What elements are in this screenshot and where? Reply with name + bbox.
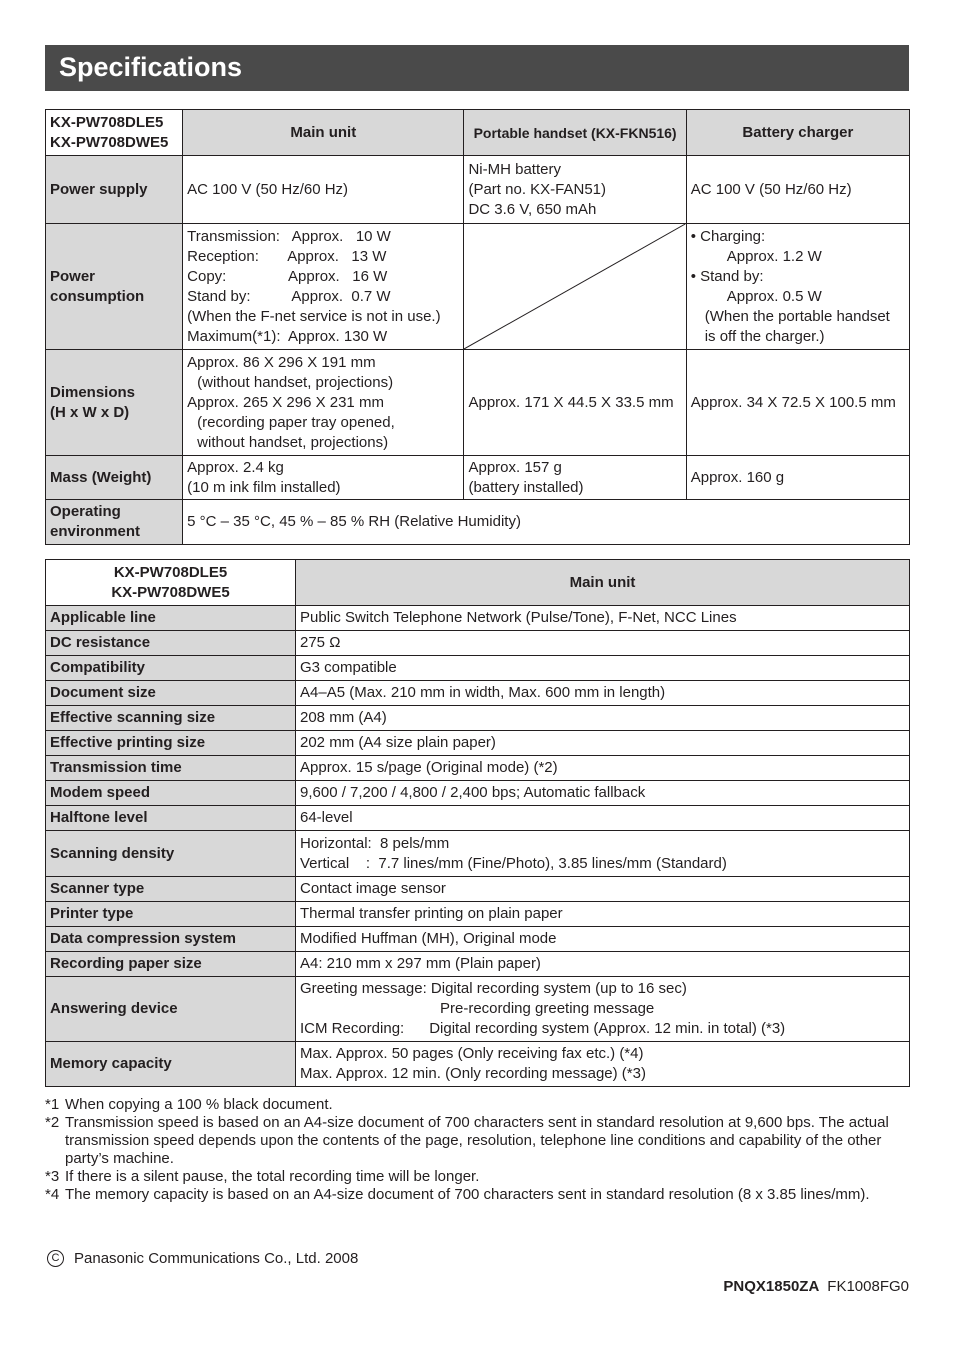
row-value (296, 656, 910, 681)
footnote-text: The memory capacity is based on an A4-size document of 700 characters sent in standard resolution (8 x 3.85 lines/mm). (65, 1186, 870, 1203)
row-value (296, 606, 910, 631)
table-row (46, 902, 910, 927)
model-header: KX-PW708DLE5 KX-PW708DWE5 (46, 560, 296, 606)
footnote (45, 1168, 909, 1186)
footnote-mark: *2 (45, 1114, 60, 1131)
table-row (46, 831, 910, 877)
table-row (46, 706, 910, 731)
value-line: Public Switch Telephone Network (Pulse/Tone), F-Net, NCC Lines (300, 609, 737, 626)
row-label: DC resistance (46, 631, 296, 656)
value-line: 275 Ω (300, 634, 341, 651)
row-value (296, 877, 910, 902)
row-label: Document size (46, 681, 296, 706)
value-line: A4–A5 (Max. 210 mm in width, Max. 600 mm in length) (300, 684, 666, 701)
environment-value: 5 °C – 35 °C, 45 % – 85 % RH (Relative Humidity) (183, 500, 910, 545)
value-line: G3 compatible (300, 659, 397, 676)
table-row (46, 952, 910, 977)
value-line: Max. Approx. 50 pages (Only receiving fax etc.) (*4) (300, 1045, 644, 1062)
charger-cell: Approx. 160 g (686, 456, 909, 500)
charger-cell: Approx. 34 X 72.5 X 100.5 mm (686, 350, 909, 456)
charger-cell: • Charging: Approx. 1.2 W • Stand by: Approx. 0.5 W (When the portable handset is off the charger.) (686, 224, 909, 350)
copyright-text: Panasonic Communications Co., Ltd. 2008 (74, 1250, 359, 1267)
main-unit-cell: Approx. 86 X 296 X 191 mm (without handset, projections) Approx. 265 X 296 X 231 mm (recording paper tray opened, without handset, projections) (183, 350, 464, 456)
handset-cell: Approx. 171 X 44.5 X 33.5 mm (464, 350, 686, 456)
specs-table-2 (45, 559, 910, 1087)
handset-header: Portable handset (KX-FKN516) (464, 110, 686, 156)
value-line: Vertical : 7.7 lines/mm (Fine/Photo), 3.85 lines/mm (Standard) (300, 854, 727, 872)
footnote-mark: *1 (45, 1096, 60, 1113)
table1-header-row (46, 110, 910, 156)
row-label: Dimensions (H x W x D) (46, 350, 183, 456)
value-line: ICM Recording: Digital recording system (Approx. 12 min. in total) (*3) (300, 1020, 786, 1037)
row-label: Data compression system (46, 927, 296, 952)
value-line: Horizontal: 8 pels/mm (300, 834, 450, 852)
footnote-text: If there is a silent pause, the total recording time will be longer. (65, 1168, 480, 1185)
row-value (296, 806, 910, 831)
value-line: 202 mm (A4 size plain paper) (300, 734, 496, 751)
value-line: Modified Huffman (MH), Original mode (300, 930, 557, 947)
table-row (46, 731, 910, 756)
table-row (46, 681, 910, 706)
charger-header: Battery charger (686, 110, 909, 156)
table-row (46, 756, 910, 781)
row-label: Compatibility (46, 656, 296, 681)
row-label: Printer type (46, 902, 296, 927)
table-row (46, 606, 910, 631)
value-line: 9,600 / 7,200 / 4,800 / 2,400 bps; Automatic fallback (300, 784, 646, 801)
row-label: Mass (Weight) (46, 456, 183, 500)
table-row (46, 877, 910, 902)
row-value (296, 1042, 910, 1087)
row-label: Answering device (46, 977, 296, 1042)
value-line: A4: 210 mm x 297 mm (Plain paper) (300, 955, 541, 972)
table-row (46, 656, 910, 681)
row-label: Power supply (46, 156, 183, 224)
table-row (46, 977, 910, 1042)
table-row (46, 1042, 910, 1087)
value-line: 208 mm (A4) (300, 709, 387, 726)
value-line: Approx. 15 s/page (Original mode) (*2) (300, 759, 558, 776)
title-bar (45, 45, 909, 91)
model-header: KX-PW708DLE5 KX-PW708DWE5 (46, 110, 183, 156)
row-label: Recording paper size (46, 952, 296, 977)
row-label: Modem speed (46, 781, 296, 806)
table2-header-row (46, 560, 910, 606)
row-label: Effective scanning size (46, 706, 296, 731)
value-line: Greeting message: Digital recording system (up to 16 sec) (300, 980, 687, 997)
row-power-supply (46, 156, 910, 224)
row-mass (46, 456, 910, 500)
row-value (296, 706, 910, 731)
row-value (296, 977, 910, 1042)
row-label: Operating environment (46, 500, 183, 545)
row-label: Effective printing size (46, 731, 296, 756)
value-line: Max. Approx. 12 min. (Only recording message) (*3) (300, 1065, 646, 1082)
row-label: Scanning density (46, 831, 296, 877)
footnote-text: Transmission speed is based on an A4-size document of 700 characters sent in standard resolution at 9,600 bps. The actual transmission speed depends upon the contents of the page, resolution, telephone line conditions and capability of the other party’s machine. (65, 1114, 889, 1167)
row-value (296, 631, 910, 656)
footnote-mark: *3 (45, 1168, 60, 1185)
row-operating-environment (46, 500, 910, 545)
row-label: Memory capacity (46, 1042, 296, 1087)
diagonal-strike-line (464, 224, 685, 349)
row-power-consumption (46, 224, 910, 350)
document-code-bold: PNQX1850ZA (723, 1278, 820, 1295)
handset-cell: Ni-MH battery (Part no. KX-FAN51) DC 3.6 V, 650 mAh (464, 156, 686, 224)
table-row (46, 806, 910, 831)
main-unit-cell: AC 100 V (50 Hz/60 Hz) (183, 156, 464, 224)
row-value (296, 756, 910, 781)
handset-cell: Approx. 157 g (battery installed) (464, 456, 686, 500)
value-line: Contact image sensor (300, 880, 446, 897)
row-label: Applicable line (46, 606, 296, 631)
row-dimensions (46, 350, 910, 456)
table-row (46, 781, 910, 806)
footnote-mark: *4 (45, 1186, 60, 1203)
row-value (296, 781, 910, 806)
copyright-icon: C (47, 1250, 64, 1267)
page-title: Specifications (59, 52, 243, 82)
main-unit-cell: Transmission: Approx. 10 W Reception: Approx. 13 W Copy: Approx. 16 W Stand by: Approx. 0.7 W (When the F-net service is not in use.) Maximum(*1): Approx. 130 W (183, 224, 464, 350)
document-code (723, 1278, 909, 1295)
row-value (296, 927, 910, 952)
row-value (296, 681, 910, 706)
value-line: 64-level (300, 809, 353, 826)
specs-table-1 (45, 109, 910, 545)
table-row (46, 927, 910, 952)
value-line: Thermal transfer printing on plain paper (300, 905, 563, 922)
footnote (45, 1096, 909, 1114)
table-row (46, 631, 910, 656)
main-unit-header: Main unit (296, 560, 910, 606)
row-value (296, 831, 910, 877)
charger-cell: AC 100 V (50 Hz/60 Hz) (686, 156, 909, 224)
row-label: Power consumption (46, 224, 183, 350)
row-value (296, 952, 910, 977)
value-line: Pre-recording greeting message (440, 1000, 655, 1017)
row-value (296, 731, 910, 756)
footnote (45, 1114, 909, 1168)
document-code-normal: FK1008FG0 (827, 1278, 909, 1295)
row-label: Scanner type (46, 877, 296, 902)
main-unit-header: Main unit (183, 110, 464, 156)
footnote (45, 1186, 909, 1204)
row-label: Transmission time (46, 756, 296, 781)
row-value (296, 902, 910, 927)
footnote-text: When copying a 100 % black document. (65, 1096, 333, 1113)
not-applicable-cell (464, 224, 686, 350)
copyright (47, 1250, 358, 1267)
table2-body (46, 606, 910, 1087)
main-unit-cell: Approx. 2.4 kg (10 m ink film installed) (183, 456, 464, 500)
row-label: Halftone level (46, 806, 296, 831)
footnotes (45, 1096, 909, 1204)
